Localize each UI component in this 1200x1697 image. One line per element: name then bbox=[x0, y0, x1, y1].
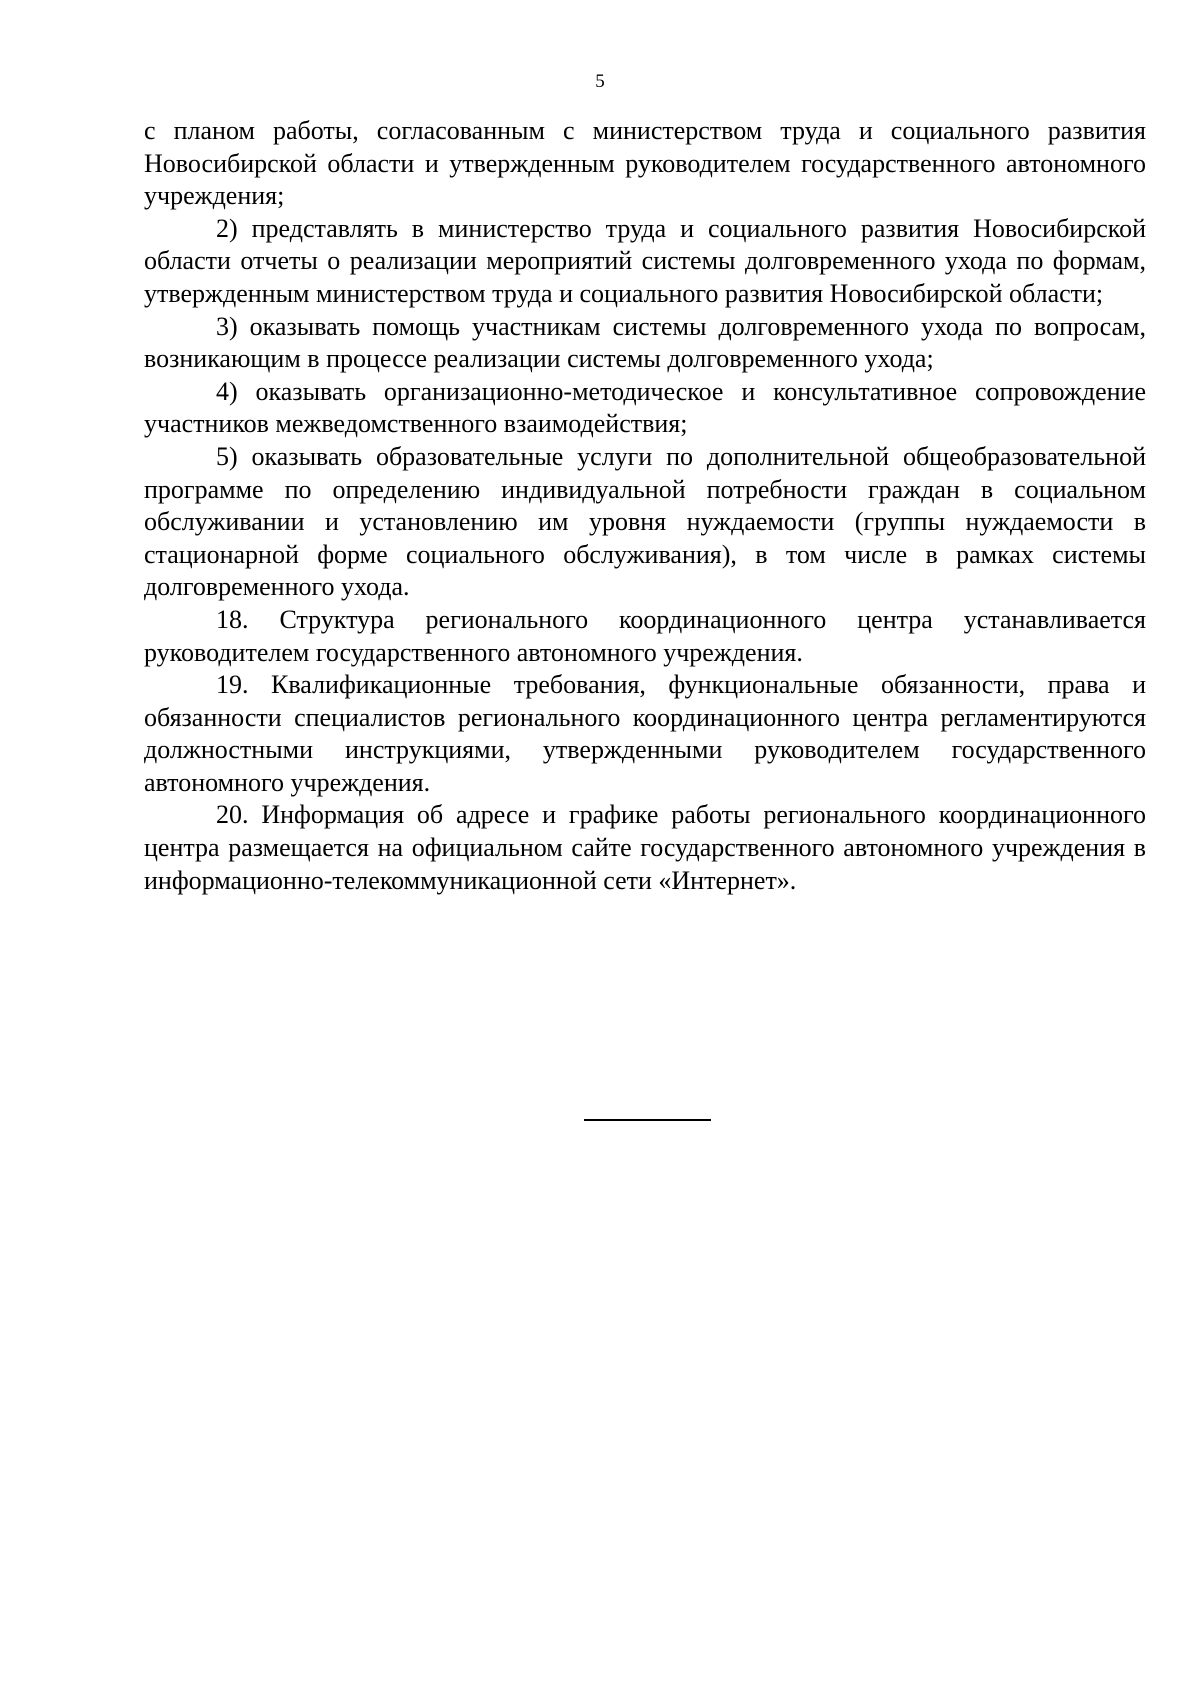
list-item-3: 3) оказывать помощь участникам системы долговременного ухода по вопросам, возникающим в процессе реализации системы долговременного ухода; bbox=[144, 311, 1146, 374]
document-body bbox=[144, 115, 1146, 897]
clause-18: 18. Структура регионального координационного центра устанавливается руководителем государственного автономного учреждения. bbox=[144, 604, 1146, 667]
clause-20: 20. Информация об адресе и графике работы регионального координационного центра размещается на официальном сайте государственного автономного учреждения в информационно-телекоммуникационной сети «Интернет». bbox=[144, 800, 1146, 895]
end-of-document-rule bbox=[584, 1119, 711, 1121]
list-item-5: 5) оказывать образовательные услуги по дополнительной общеобразовательной программе по определению индивидуальной потребности граждан в социальном обслуживании и установлению им уровня нуждаемости (группы нуждаемости в стационарной форме социального обслуживания), в том числе в рамках системы долговременного ухода. bbox=[144, 441, 1146, 602]
list-item-4: 4) оказывать организационно-методическое и консультативное сопровождение участников межведомственного взаимодействия; bbox=[144, 376, 1146, 439]
clause-19: 19. Квалификационные требования, функциональные обязанности, права и обязанности специалистов регионального координационного центра регламентируются должностными инструкциями, утвержденными руководителем государственного автономного учреждения. bbox=[144, 670, 1146, 797]
paragraph-continuation: с планом работы, согласованным с министерством труда и социального развития Новосибирской области и утвержденным руководителем государственного автономного учреждения; bbox=[144, 116, 1146, 211]
page-number: 5 bbox=[595, 71, 605, 92]
list-item-2: 2) представлять в министерство труда и социального развития Новосибирской области отчеты о реализации мероприятий системы долговременного ухода по формам, утвержденным министерством труда и социального развития Новосибирской области; bbox=[144, 213, 1146, 308]
